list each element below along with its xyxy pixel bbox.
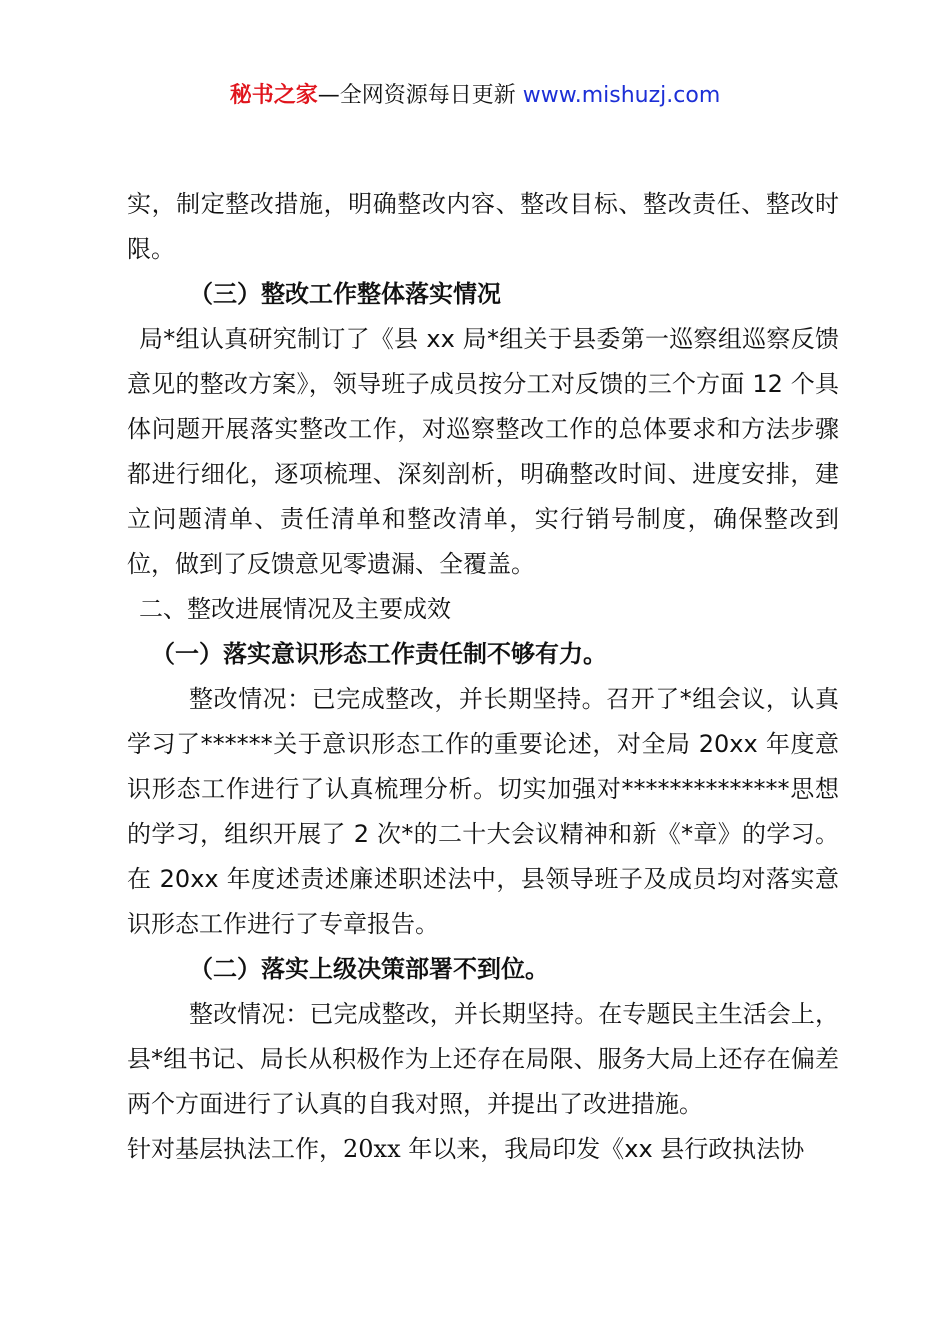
paragraph: 实，制定整改措施，明确整改内容、整改目标、整改责任、整改时限。 [127,190,839,263]
paragraph [127,1127,839,1172]
chapter-heading: 二、整改进展情况及主要成效 [139,595,451,623]
header-tagline: —全网资源每日更新 [317,83,523,108]
site-url[interactable]: www.mishuzj.com [522,83,721,108]
section-heading: （一）落实意识形态工作责任制不够有力。 [151,640,607,668]
year-text: 20xx [343,1135,401,1163]
section-heading: （二）落实上级决策部署不到位。 [189,955,549,983]
brand-name: 秘书之家 [229,83,318,108]
paragraph: 整改情况：已完成整改，并长期坚持。在专题民主生活会上，县*组书记、局长从积极作为上还存在局限、服务大局上还存在偏差两个方面进行了认真的自我对照，并提出了改进措施。 [127,1000,839,1118]
paragraph: 局*组认真研究制订了《县 xx 局*组关于县委第一巡察组巡察反馈意见的整改方案》，领导班子成员按分工对反馈的三个方面 12 个具体问题开展落实整改工作，对巡察整改工作的总体要求和方法步骤都进行细化，逐项梳理、深刻剖析，明确整改时间、进度安排，建立问题清单、责任清单和整改清单，实行销号制度，确保整改到位，做到了反馈意见零遗漏、全覆盖。 [127,325,839,578]
site-header [0,80,950,112]
paragraph: 整改情况：已完成整改，并长期坚持。召开了*组会议，认真学习了******关于意识形态工作的重要论述，对全局 20xx 年度意识形态工作进行了认真梳理分析。切实加强对**************思想的学习，组织开展了 2 次*的二十大会议精神和新《*章》的学习。在 20xx 年度述责述廉述职述法中，县领导班子及成员均对落实意识形态工作进行了专章报告。 [127,685,839,938]
section-heading: （三）整改工作整体落实情况 [189,280,501,308]
document-body [127,182,839,1172]
paragraph-text: 针对基层执法工作， [127,1135,343,1163]
paragraph-text: 年以来，我局印发《xx 县行政执法协 [400,1135,805,1163]
